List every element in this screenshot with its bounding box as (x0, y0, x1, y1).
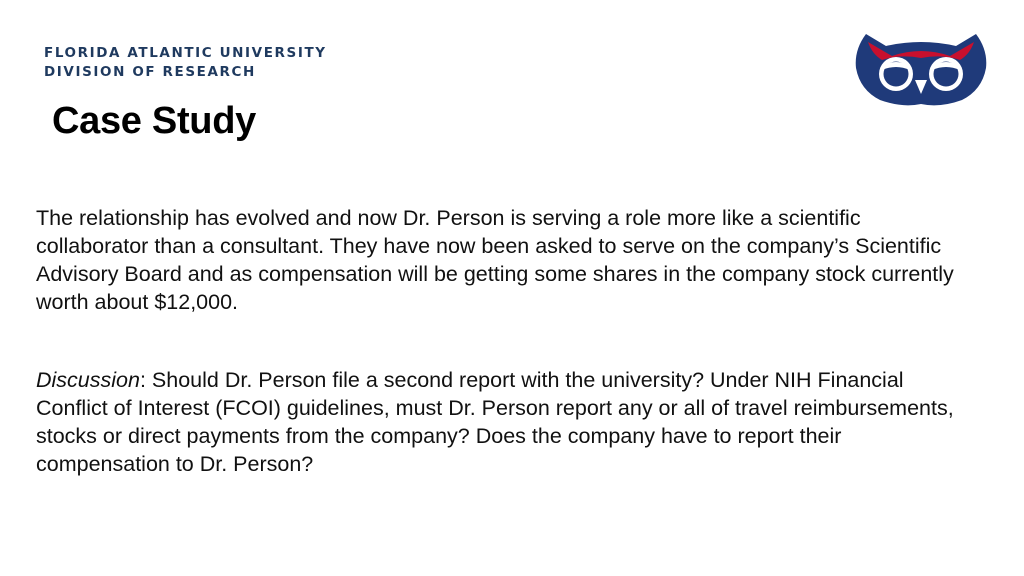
owl-logo-icon (852, 28, 990, 108)
owl-logo-outer-shape (856, 34, 987, 105)
org-name: FLORIDA ATLANTIC UNIVERSITY (44, 45, 327, 61)
discussion-paragraph (36, 366, 966, 478)
slide-title: Case Study (52, 100, 256, 142)
organization-header (44, 44, 327, 82)
discussion-text: : Should Dr. Person file a second report with the university? Under NIH Financial Conflict of Interest (FCOI) guidelines, must Dr. Person report any or all of travel reimbursements, stocks or direct payments from the company? Does the company have to report their compensation to Dr. Person? (36, 368, 954, 476)
slide-body (36, 204, 966, 478)
division-name: DIVISION OF RESEARCH (44, 64, 256, 80)
discussion-label: Discussion (36, 368, 140, 392)
case-paragraph: The relationship has evolved and now Dr. Person is serving a role more like a scientific collaborator than a consultant. They have now been asked to serve on the company’s Scientific Advisory Board and as compensation will be getting some shares in the company stock currently worth about $12,000. (36, 206, 954, 314)
